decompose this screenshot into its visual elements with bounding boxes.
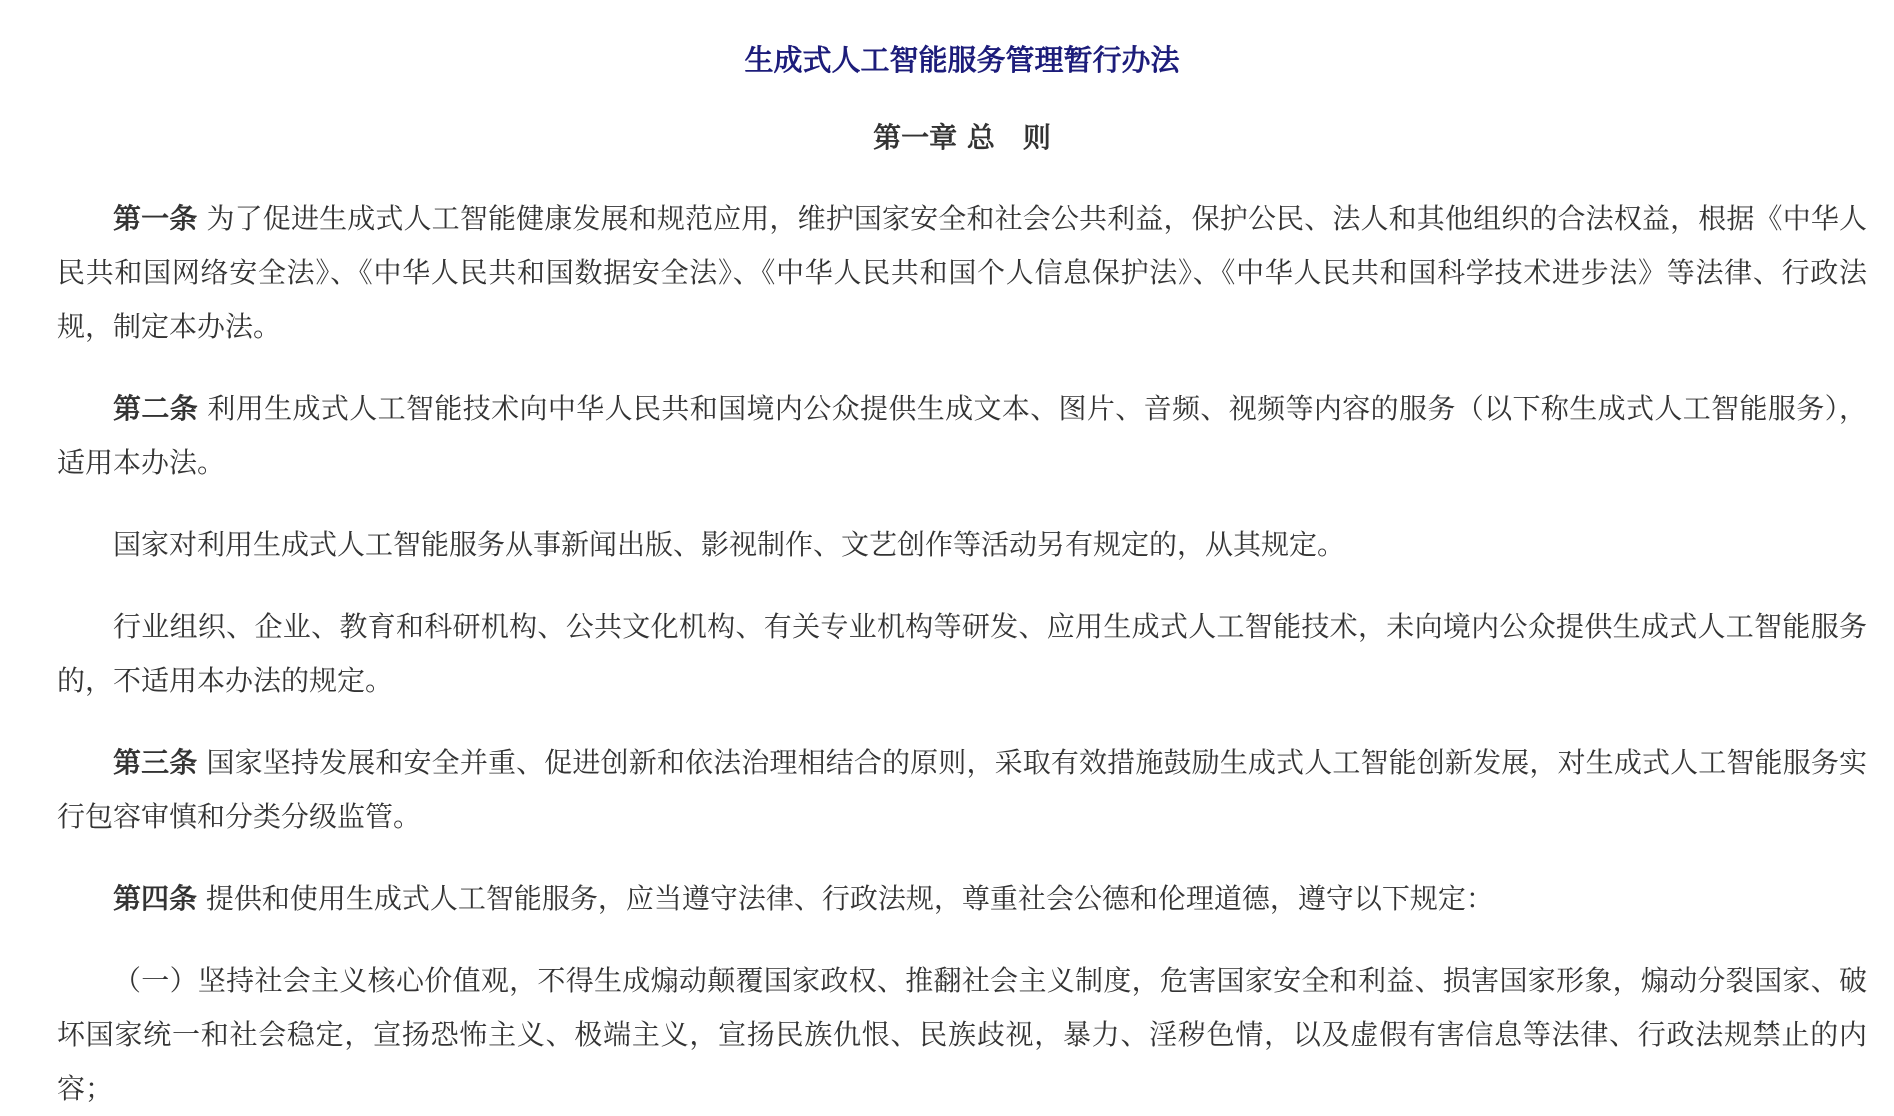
article-text: 利用生成式人工智能技术向中华人民共和国境内公众提供生成文本、图片、音频、视频等内容的服务（以下称生成式人工智能服务），适用本办法。 [57,392,1867,479]
article-label: 第二条 [113,392,199,425]
article-2-paragraph-3 [57,600,1867,708]
article-2-paragraph [57,382,1867,490]
article-text: 行业组织、企业、教育和科研机构、公共文化机构、有关专业机构等研发、应用生成式人工智能技术，未向境内公众提供生成式人工智能服务的，不适用本办法的规定。 [57,610,1867,697]
article-1-paragraph [57,192,1867,354]
article-2-paragraph-2 [57,518,1867,572]
article-text: 为了促进生成式人工智能健康发展和规范应用，维护国家安全和社会公共利益，保护公民、法人和其他组织的合法权益，根据《中华人民共和国网络安全法》、《中华人民共和国数据安全法》、《中华人民共和国个人信息保护法》、《中华人民共和国科学技术进步法》等法律、行政法规，制定本办法。 [57,202,1867,343]
article-text: 提供和使用生成式人工智能服务，应当遵守法律、行政法规，尊重社会公德和伦理道德，遵守以下规定： [197,882,1494,915]
article-4-paragraph [57,872,1867,926]
article-label: 第四条 [113,882,198,915]
chapter-title: 第一章 总 则 [873,121,1051,154]
document-page [57,0,1867,1116]
document-title: 生成式人工智能服务管理暂行办法 [744,43,1180,77]
article-4-item-1 [57,954,1867,1116]
article-text: 国家对利用生成式人工智能服务从事新闻出版、影视制作、文艺创作等活动另有规定的，从其规定。 [113,528,1346,561]
article-text: （一）坚持社会主义核心价值观，不得生成煽动颠覆国家政权、推翻社会主义制度，危害国家安全和利益、损害国家形象，煽动分裂国家、破坏国家统一和社会稳定，宣扬恐怖主义、极端主义，宣扬民族仇恨、民族歧视，暴力、淫秽色情，以及虚假有害信息等法律、行政法规禁止的内容； [57,964,1867,1105]
article-text: 国家坚持发展和安全并重、促进创新和依法治理相结合的原则，采取有效措施鼓励生成式人工智能创新发展，对生成式人工智能服务实行包容审慎和分类分级监管。 [57,746,1867,833]
article-3-paragraph [57,736,1867,844]
article-label: 第一条 [113,202,198,235]
article-label: 第三条 [113,746,198,779]
